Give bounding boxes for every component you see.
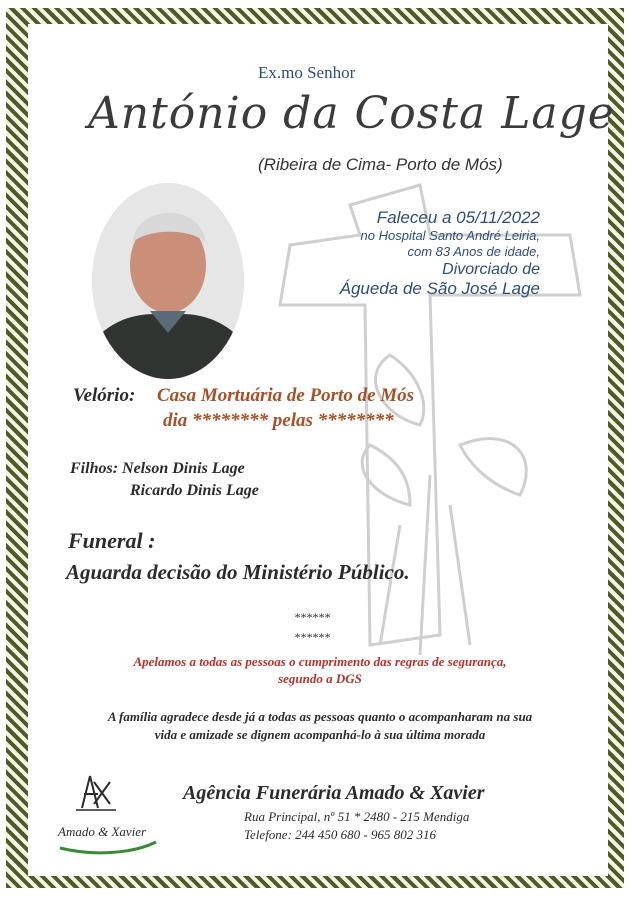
death-date: Faleceu a 05/11/2022 — [376, 208, 540, 227]
deceased-origin: (Ribeira de Cima- Porto de Mós) — [258, 155, 503, 174]
appeal-line-2: segundo a DGS — [278, 671, 362, 686]
child-1: Filhos: Nelson Dinis Lage — [70, 460, 245, 477]
funeral-label: Funeral : — [68, 528, 156, 553]
funeral-text: Aguarda decisão do Ministério Público. — [66, 560, 410, 584]
wake-time: dia ******** pelas ******** — [163, 410, 394, 431]
death-age: com 83 Anos de idade, — [407, 243, 540, 259]
separator-line-1: ****** — [294, 610, 330, 624]
children-list — [70, 458, 259, 502]
separator — [294, 607, 330, 647]
agency-logo — [52, 768, 162, 858]
honorific: Ex.mo Senhor — [258, 63, 356, 82]
spouse-name: Águeda de São José Lage — [339, 278, 540, 298]
wake-place: Casa Mortuária de Porto de Mós — [157, 385, 415, 406]
portrait-photo — [92, 183, 244, 379]
agency-phone: Telefone: 244 450 680 - 965 802 316 — [244, 827, 436, 842]
agency-address: Rua Principal, nº 51 * 2480 - 215 Mendiga — [244, 809, 470, 824]
child-2: Ricardo Dinis Lage — [130, 482, 259, 499]
wake-label: Velório: — [73, 385, 136, 406]
agency-name: Agência Funerária Amado & Xavier — [183, 782, 485, 804]
logo-text: Amado & Xavier — [58, 824, 147, 839]
appeal-line-1: Apelamos a todas as pessoas o cumprimento das regras de segurança, — [133, 654, 507, 669]
safety-appeal — [70, 653, 570, 687]
thanks-line-2: vida e amizade se dignem acompanhá-lo à sua última morada — [154, 727, 486, 742]
death-place: no Hospital Santo André Leiria, — [360, 228, 540, 244]
agency-contact — [244, 808, 469, 844]
deceased-name: António da Costa Lage — [88, 88, 615, 139]
separator-line-2: ****** — [294, 630, 330, 644]
family-thanks — [60, 708, 580, 744]
death-details — [300, 208, 540, 299]
thanks-line-1: A família agradece desde já a todas as pessoas quanto o acompanharam na sua — [107, 709, 533, 724]
marital-status: Divorciado de — [442, 260, 540, 278]
